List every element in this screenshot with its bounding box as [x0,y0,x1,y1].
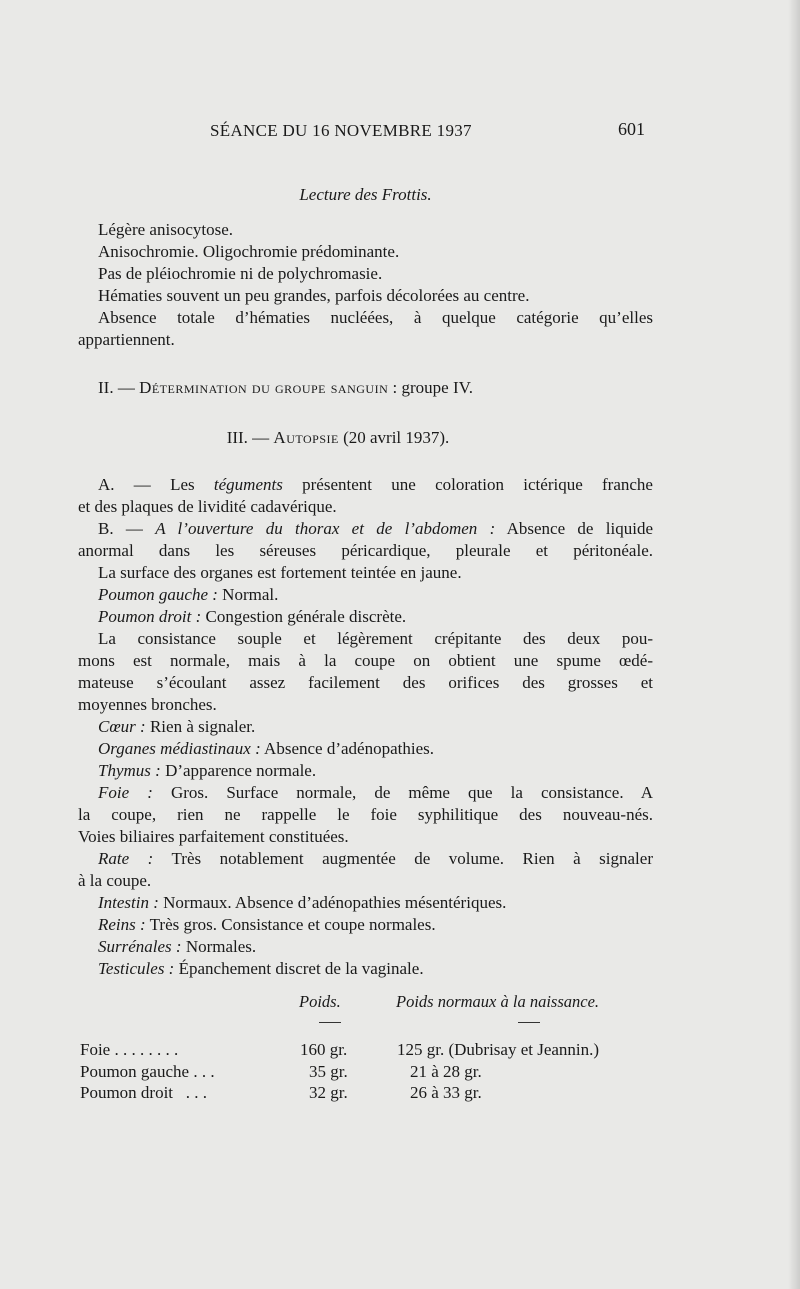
table-header-poids: Poids. [299,992,341,1011]
organ-foie-line1: Foie : Gros. Surface normale, de même que la consistance. A [98,783,653,802]
page-number: 601 [618,119,645,139]
paragraph-b-line2: anormal dans les séreuses péricardique, pleurale et péritonéale. [78,541,653,560]
organ-rate-line1: Rate : Très notablement augmentée de volume. Rien à signaler [98,849,653,868]
section-iii-heading: III. — Autopsie (20 avril 1937). [226,428,450,447]
table-cell-normal: 125 gr. (Dubrisay et Jeannin.) [397,1040,600,1059]
paragraph-line: mons est normale, mais à la coupe on obtient une spume œdé- [78,651,653,670]
organ-coeur: Cœur : Rien à signaler. [98,717,256,736]
table-cell-poids: 35 gr. [309,1062,348,1081]
organ-thymus: Thymus : D’apparence normale. [98,761,317,780]
table-cell-organ: Foie . . . . . . . . [80,1040,179,1059]
paragraph-line: Absence totale d’hématies nucléées, à quelque catégorie qu’elles [98,308,653,327]
paragraph-line: La consistance souple et légèrement crépitante des deux pou- [98,629,653,648]
table-header-rule [319,1022,341,1023]
running-header: SÉANCE DU 16 NOVEMBRE 1937 [210,121,472,140]
paragraph-line: Légère anisocytose. [98,220,233,239]
paragraph-line: Pas de pléiochromie ni de polychromasie. [98,264,383,283]
organ-foie-line2: la coupe, rien ne rappelle le foie syphilitique des nouveau-nés. [78,805,653,824]
paragraph-line: Anisochromie. Oligochromie prédominante. [98,242,400,261]
organ-poumon-droit: Poumon droit : Congestion générale discrète. [98,607,407,626]
paragraph-line: mateuse s’écoulant assez facilement des orifices des grosses et [78,673,653,692]
table-cell-normal: 26 à 33 gr. [410,1083,482,1102]
organ-rate-line2: à la coupe. [78,871,152,890]
paragraph-line: Hématies souvent un peu grandes, parfois décolorées au centre. [98,286,530,305]
section-title-frottis: Lecture des Frottis. [299,185,432,204]
paragraph-line: appartiennent. [78,330,175,349]
organ-intestin: Intestin : Normaux. Absence d’adénopathies mésentériques. [98,893,507,912]
table-header-rule [518,1022,540,1023]
paragraph-b-line3: La surface des organes est fortement teintée en jaune. [98,563,462,582]
table-cell-organ: Poumon gauche . . . [80,1062,215,1081]
section-ii-heading: II. — Détermination du groupe sanguin : groupe IV. [98,378,473,397]
table-header-poids-normaux: Poids normaux à la naissance. [396,992,600,1011]
table-cell-normal: 21 à 28 gr. [410,1062,482,1081]
paragraph-a-line1: A. — Les téguments présentent une coloration ictérique franche [98,475,653,494]
paragraph-b-line1: B. — A l’ouverture du thorax et de l’abdomen : Absence de liquide [98,519,653,538]
organ-foie-line3: Voies biliaires parfaitement constituées. [78,827,349,846]
paragraph-line: moyennes bronches. [78,695,217,714]
table-cell-poids: 32 gr. [309,1083,348,1102]
organ-poumon-gauche: Poumon gauche : Normal. [98,585,279,604]
organ-testicules: Testicules : Épanchement discret de la vaginale. [98,959,424,978]
table-cell-poids: 160 gr. [300,1040,348,1059]
page-edge-shadow [788,0,800,1289]
table-cell-organ: Poumon droit . . . [80,1083,208,1102]
paragraph-a-line2: et des plaques de lividité cadavérique. [78,497,337,516]
organ-mediastinaux: Organes médiastinaux : Absence d’adénopathies. [98,739,434,758]
organ-reins: Reins : Très gros. Consistance et coupe normales. [98,915,436,934]
organ-surrenales: Surrénales : Normales. [98,937,257,956]
